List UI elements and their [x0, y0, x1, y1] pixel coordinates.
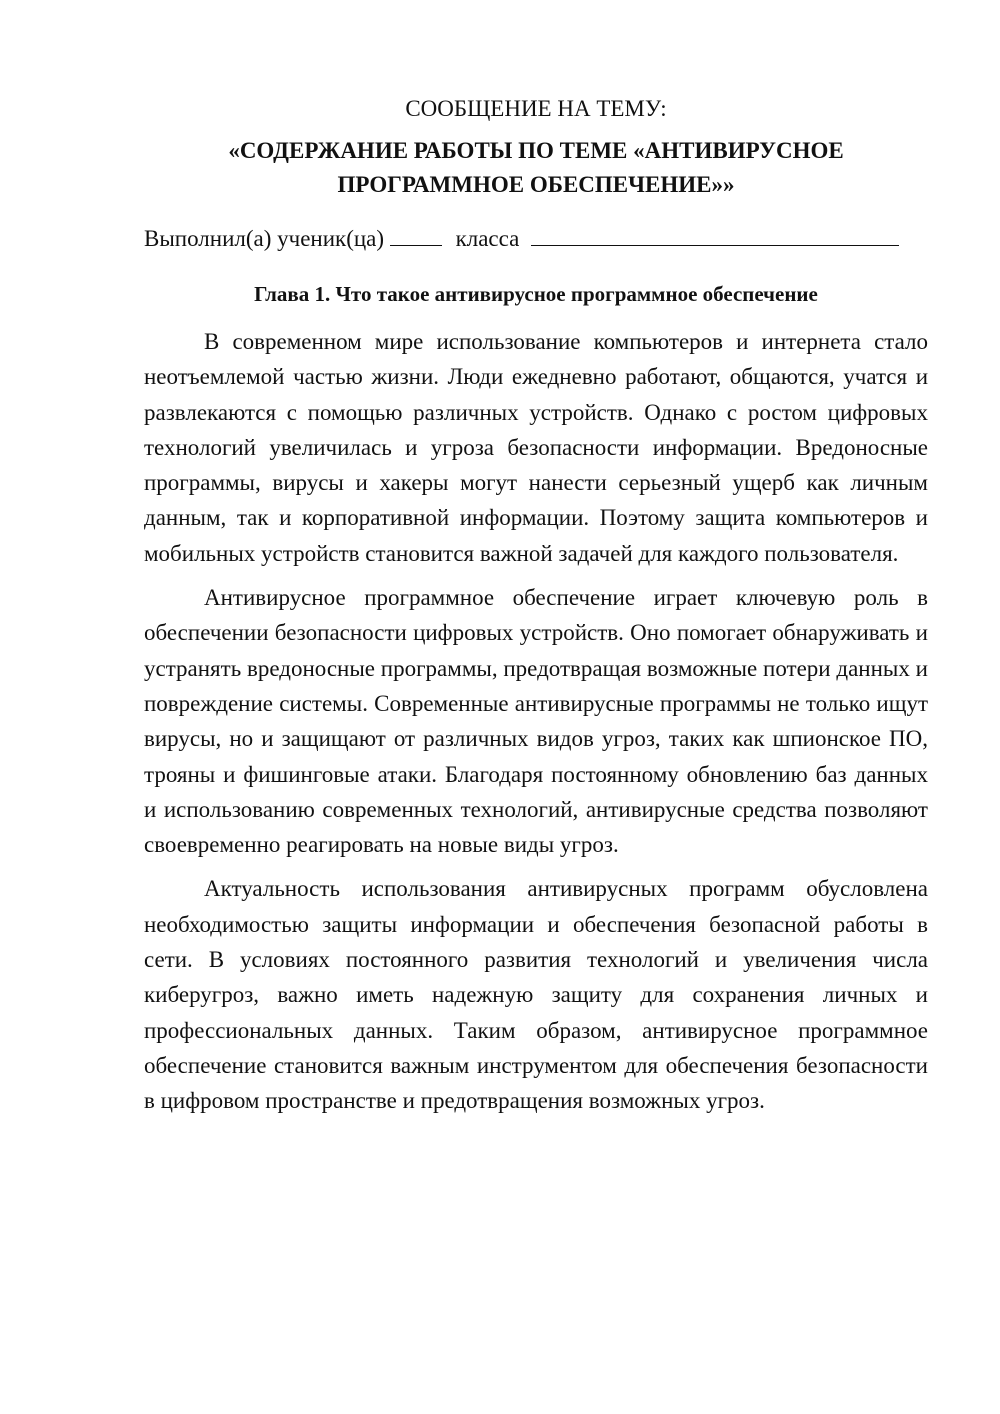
document-title-line-1: «СОДЕРЖАНИЕ РАБОТЫ ПО ТЕМЕ «АНТИВИРУСНОЕ: [228, 138, 844, 163]
paragraph-2: Антивирусное программное обеспечение играет ключевую роль в обеспечении безопасности цифровых устройств. Оно помогает обнаруживать и устранять вредоносные программы, предотвращая возможные потери данных и повреждение системы. Современные антивирусные программы не только ищут вирусы, но и защищают от различных видов угроз, таких как шпионское ПО, трояны и фишинговые атаки. Благодаря постоянному обновлению баз данных и использованию современных технологий, антивирусные средства позволяют своевременно реагировать на новые виды угроз.: [144, 585, 928, 858]
author-line: [144, 222, 928, 256]
document-title-line-2: ПРОГРАММНОЕ ОБЕСПЕЧЕНИЕ»»: [337, 172, 735, 197]
document-title: [144, 134, 928, 202]
document-type-heading: СООБЩЕНИЕ НА ТЕМУ:: [405, 96, 667, 121]
class-number-blank: [390, 223, 442, 246]
student-name-blank: [531, 223, 899, 246]
author-prefix: Выполнил(а) ученик(ца): [144, 226, 385, 251]
paragraph-1: В современном мире использование компьютеров и интернета стало неотъемлемой частью жизни. Люди ежедневно работают, общаются, учатся и развлекаются с помощью различных устройств. Однако с ростом цифровых технологий увеличилась и угроза безопасности информации. Вредоносные программы, вирусы и хакеры могут нанести серьезный ущерб как личным данным, так и корпоративной информации. Поэтому защита компьютеров и мобильных устройств становится важной задачей для каждого пользователя.: [144, 329, 928, 566]
chapter-title: Глава 1. Что такое антивирусное программное обеспечение: [254, 282, 818, 306]
document-page: [144, 92, 928, 1119]
paragraph-3: Актуальность использования антивирусных программ обусловлена необходимостью защиты информации и обеспечения безопасной работы в сети. В условиях постоянного развития технологий и увеличения числа киберугроз, важно иметь надежную защиту для сохранения личных и профессиональных данных. Таким образом, антивирусное программное обеспечение становится важным инструментом для обеспечения безопасности в цифровом пространстве и предотвращения возможных угроз.: [144, 876, 928, 1114]
class-label: класса: [455, 226, 520, 251]
